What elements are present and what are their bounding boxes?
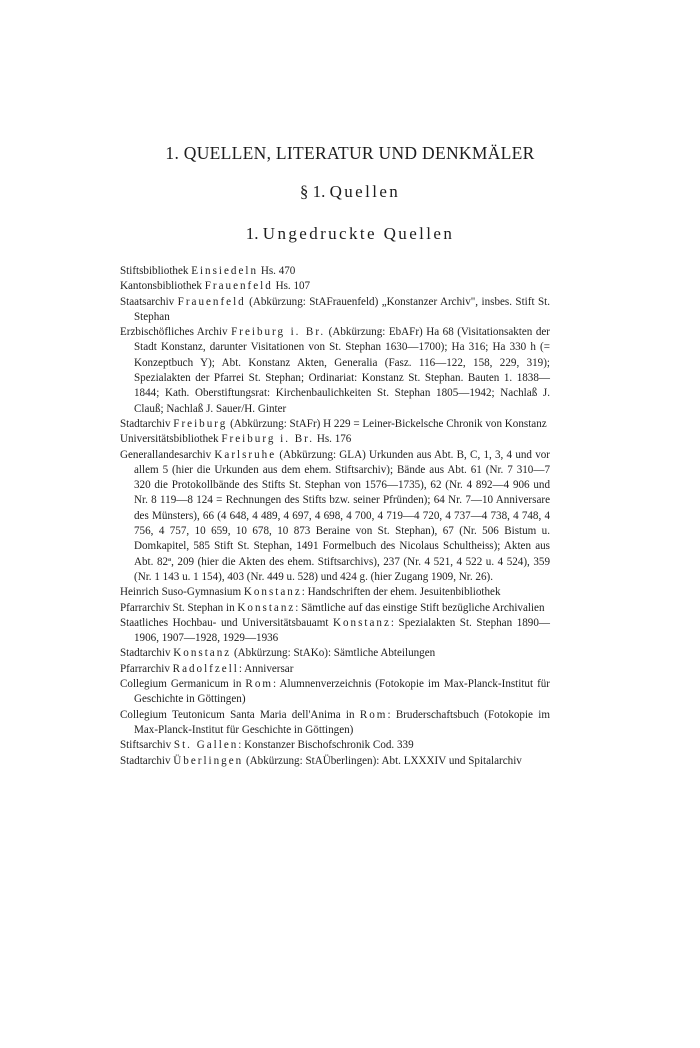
source-entry <box>120 754 550 769</box>
entry-institution: Universitätsbibliothek <box>120 433 222 446</box>
source-entry <box>120 585 550 600</box>
entry-place: Überlingen <box>173 754 244 767</box>
entry-details: (Abkürzung: EbAFr) Ha 68 (Visitationsakten der Stadt Konstanz, darunter Visitationen von St. Stephan 1630—1700); Ha 316; Ha 330 h (= Konzeptbuch Y); Abt. Konstanz Akten, Generalia (Fasz. 116—122, 158, 229, 319); Spezialakten der Pfarrei St. Stephan; Ordinariat: Konstanz St. Stephan. Bauten 1. 1838—1844; Kath. Oberstiftungsrat: Kirchenbaulichkeiten St. Stephan 1805—1942; Nachlaß J. Clauß; Nachlaß J. Sauer/H. Ginter <box>134 326 550 415</box>
entry-place: Freiburg i. Br. <box>221 433 315 446</box>
source-entry <box>120 432 550 447</box>
section-title: Quellen <box>329 182 401 201</box>
entry-place: Frauenfeld <box>177 295 246 308</box>
chapter-heading: 1. QUELLEN, LITERATUR UND DENKMÄLER <box>165 143 535 163</box>
subsection-heading <box>0 223 700 245</box>
entry-details: : Handschriften der ehem. Jesuitenbibliothek <box>301 586 501 599</box>
entry-institution: Collegium Teutonicum Santa Maria dell'Anima in <box>120 708 360 721</box>
entry-place: St. Gallen <box>173 739 239 752</box>
source-entry <box>120 646 550 661</box>
entry-details: : Anniversar <box>238 662 294 675</box>
source-entry <box>120 616 550 647</box>
entry-details: : Alumnenverzeichnis (Fotokopie im Max-Planck-Institut für Geschichte in Göttingen) <box>134 678 551 706</box>
entry-institution: Stadtarchiv <box>120 754 174 767</box>
entry-place: Konstanz <box>173 647 232 660</box>
entry-details: (Abkürzung: StAKo): Sämtliche Abteilungen <box>231 647 436 660</box>
entry-place: Rom <box>359 708 388 721</box>
entry-place: Radolfzell <box>172 662 239 675</box>
subsection-title: Ungedruckte Quellen <box>262 224 455 243</box>
source-entry <box>120 448 550 586</box>
entry-institution: Generallandesarchiv <box>120 448 215 461</box>
entry-institution: Heinrich Suso-Gymnasium <box>120 586 244 599</box>
entry-institution: Stiftsarchiv <box>120 739 174 752</box>
source-entry <box>120 601 550 616</box>
entry-institution: Collegium Germanicum in <box>120 678 246 691</box>
entry-details: Hs. 176 <box>314 433 352 446</box>
entry-institution: Stadtarchiv <box>120 417 174 430</box>
entry-details: (Abkürzung: StAFr) H 229 = Leiner-Bickelsche Chronik von Konstanz <box>227 417 547 430</box>
section-heading <box>0 181 700 203</box>
entry-place: Frauenfeld <box>204 280 273 293</box>
entry-details: (Abkürzung: GLA) Urkunden aus Abt. B, C, 1, 3, 4 und vor allem 5 (hier die Urkunden aus dem ehem. Stiftsarchiv); Bände aus Abt. 61 (Nr. 7 310—7 320 die Protokollbände des Stifts St. Stephan von 1576—1735), 62 (Nr. 4 892—4 906 und Nr. 8 119—8 124 = Rechnungen des Stifts bzw. seiner Pfründen); 64 Nr. 7—10 Anniversare des Münsters), 66 (4 648, 4 489, 4 697, 4 698, 4 700, 4 719—4 720, 4 737—4 738, 4 748, 4 756, 4 757, 10 659, 10 678, 10 873 Beraine von St. Stephan), 67 (Nr. 506 Bistum u. Domkapitel, 585 Stift St. Stephan, 1491 Formelbuch des Nicolaus Schultheiss); Akten aus Abt. 82ª, 209 (hier die Akten des ehem. Stiftsarchivs), 237 (Nr. 4 521, 4 522 u. 4 524), 359 (Nr. 1 143 u. 1 154), 403 (Nr. 449 u. 528) und 424 g. (hier Zugang 1909, Nr. 26). <box>134 448 550 583</box>
entry-institution: Pfarrarchiv <box>120 662 173 675</box>
source-entry <box>120 279 550 294</box>
source-entry <box>120 677 550 708</box>
entry-place: Freiburg i. Br. <box>231 326 326 339</box>
source-entry <box>120 708 550 739</box>
entry-institution: Kantonsbibliothek <box>120 280 205 293</box>
source-entry <box>120 417 550 432</box>
entry-details: : Bruderschaftsbuch (Fotokopie im Max-Planck-Institut für Geschichte in Göttingen) <box>134 708 550 736</box>
entry-details: Hs. 470 <box>258 265 296 277</box>
entry-details: (Abkürzung: StAFrauenfeld) „Konstanzer Archiv", insbes. Stift St. Stephan <box>134 295 550 323</box>
source-list <box>120 264 550 769</box>
source-entry <box>120 738 550 753</box>
source-entry <box>120 325 550 417</box>
subsection-number: 1. <box>245 224 259 243</box>
entry-details: Hs. 107 <box>272 280 311 293</box>
entry-details: : Spezialakten St. Stephan 1890—1906, 1907—1928, 1929—1936 <box>134 616 550 645</box>
entry-institution: Staatsarchiv <box>120 295 178 308</box>
section-mark: § 1. <box>299 182 326 201</box>
entry-place: Konstanz <box>237 601 296 614</box>
entry-place: Konstanz <box>243 586 302 599</box>
source-entry <box>120 264 550 279</box>
entry-institution: Pfarrarchiv St. Stephan in <box>120 601 238 614</box>
entry-place: Konstanz <box>333 616 391 629</box>
entry-institution: Staatliches Hochbau- und Universitätsbauamt <box>120 616 333 629</box>
entry-details: (Abkürzung: StAÜberlingen): Abt. LXXXIV und Spitalarchiv <box>243 754 522 767</box>
entry-place: Karlsruhe <box>214 448 277 461</box>
source-entry <box>120 295 550 326</box>
entry-institution: Erzbischöfliches Archiv <box>120 326 232 339</box>
entry-institution: Stadtarchiv <box>120 647 174 660</box>
entry-place: Einsiedeln <box>191 265 259 277</box>
entry-details: : Sämtliche auf das einstige Stift bezügliche Archivalien <box>295 601 545 614</box>
source-entry <box>120 662 550 677</box>
entry-institution: Stiftsbibliothek <box>120 265 192 277</box>
entry-place: Rom <box>245 678 273 691</box>
entry-details: : Konstanzer Bischofschronik Cod. 339 <box>238 739 414 752</box>
entry-place: Freiburg <box>173 417 228 430</box>
